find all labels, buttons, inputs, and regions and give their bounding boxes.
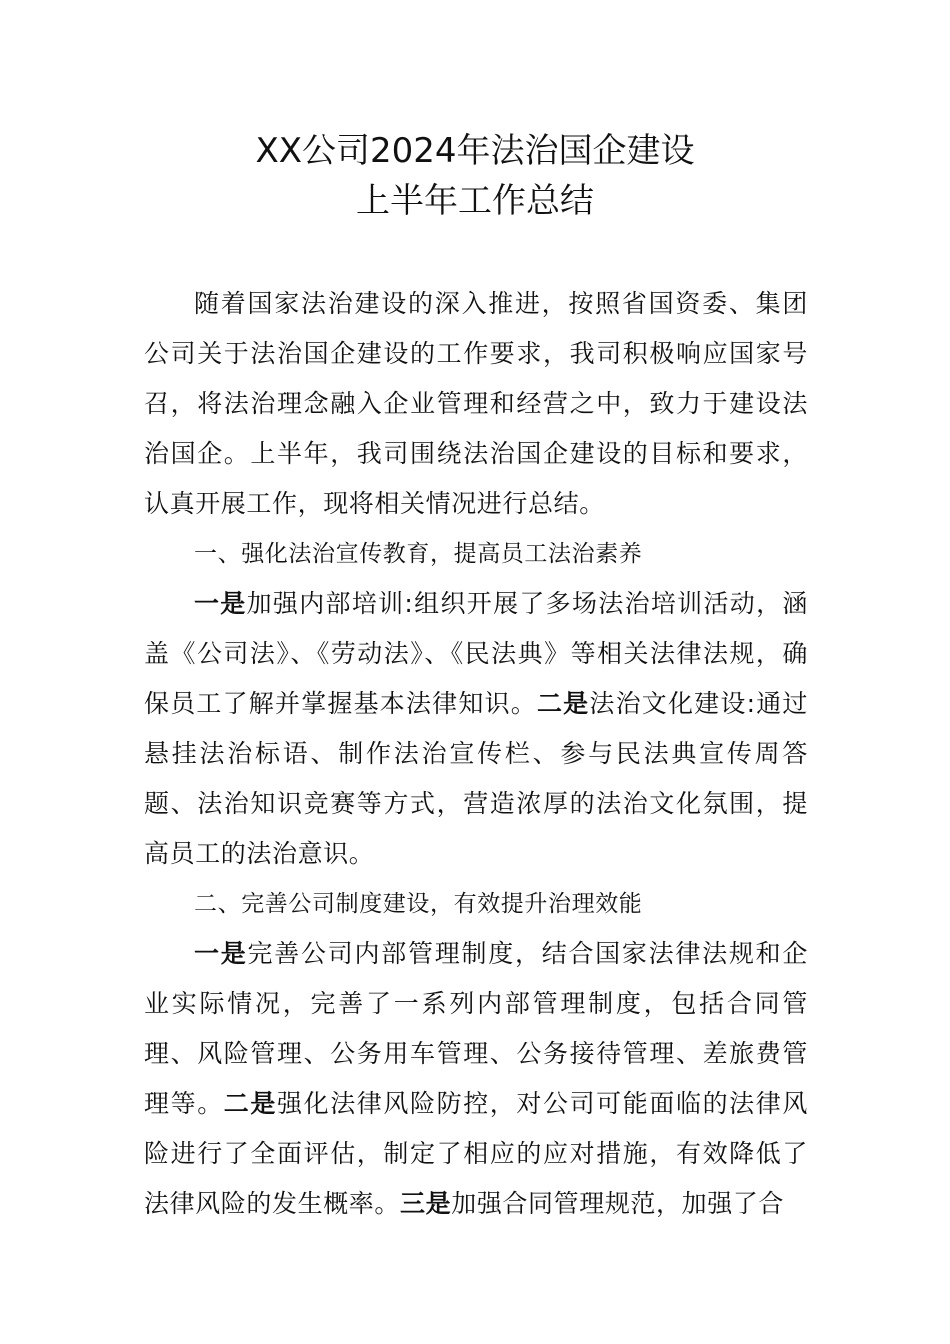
section1-item2-text: 法治文化建设:通过悬挂法治标语、制作法治宣传栏、参与民法典宣传周答题、法治知识竞赛等方式，营造浓厚的法治文化氛围，提高员工的法治意识。	[144, 689, 808, 868]
document-title-line1: XX公司2024年法治国企建设	[255, 131, 695, 171]
section2-item3-text: 加强合同管理规范，加强了合	[451, 1189, 785, 1218]
section1-item1-text: 加强内部培训:组织开展了多场法治培训活动，涵盖《公司法》、《劳动法》、《民法典》等相关法律法规，确保员工了解并掌握基本法律知识。	[144, 589, 808, 718]
intro-paragraph: 随着国家法治建设的深入推进，按照省国资委、集团公司关于法治国企建设的工作要求，我司积极响应国家号召，将法治理念融入企业管理和经营之中，致力于建设法治国企。上半年，我司围绕法治国企建设的目标和要求，认真开展工作，现将相关情况进行总结。	[144, 289, 808, 518]
section2-item1-text: 完善公司内部管理制度，结合国家法律法规和企业实际情况，完善了一系列内部管理制度，包括合同管理、风险管理、公务用车管理、公务接待管理、差旅费管理等。	[144, 939, 808, 1118]
section1-paragraph	[144, 579, 808, 879]
section1-item2-label: 二是	[536, 689, 590, 718]
document-title-line2: 上半年工作总结	[356, 181, 594, 221]
section1-item1-label: 一是	[194, 589, 247, 618]
section2-item1-label: 一是	[194, 939, 248, 968]
document-body	[144, 279, 808, 1229]
section2-item2-text: 强化法律风险防控，对公司可能面临的法律风险进行了全面评估，制定了相应的应对措施，有效降低了法律风险的发生概率。	[144, 1089, 808, 1218]
section2-item3-label: 三是	[400, 1189, 452, 1218]
section1-heading: 一、强化法治宣传教育，提高员工法治素养	[194, 541, 643, 567]
section2-heading: 二、完善公司制度建设，有效提升治理效能	[194, 891, 643, 917]
section2-item2-label: 二是	[223, 1089, 277, 1118]
section2-paragraph	[144, 929, 808, 1229]
